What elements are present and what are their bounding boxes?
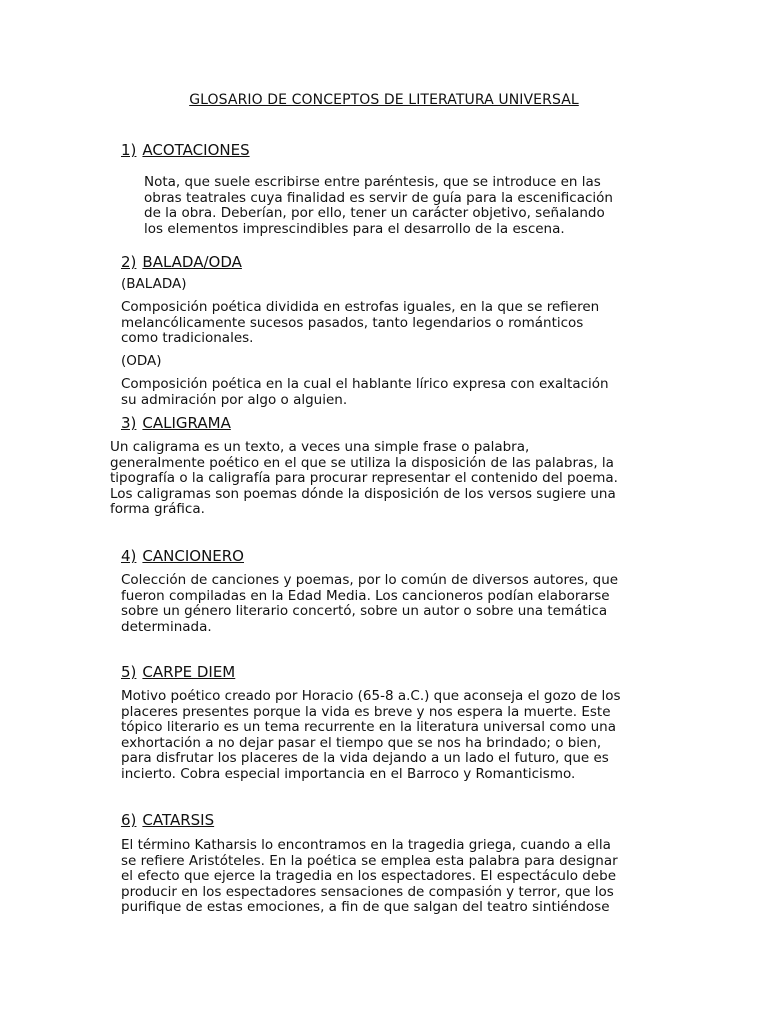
subsection-label-balada: (BALADA) <box>121 276 187 292</box>
section-heading-caligrama <box>121 414 231 432</box>
text-line: obras teatrales cuya finalidad es servir de guía para la escenificación <box>144 189 613 206</box>
text-line: tópico literario es un tema recurrente en la literatura universal como una <box>121 719 617 736</box>
section-paragraph-carpe-diem <box>121 689 621 783</box>
subsection-paragraph-balada <box>121 300 599 347</box>
text-line: Composición poética dividida en estrofas iguales, en la que se refieren <box>121 299 600 315</box>
text-line: placeres presentes porque la vida es breve y nos espera la muerte. Este <box>121 703 611 720</box>
text-line: melancólicamente sucesos pasados, tanto legendarios o románticos <box>121 314 584 331</box>
section-number: 1) <box>121 141 137 159</box>
section-heading-cancionero <box>121 547 244 565</box>
section-heading-catarsis <box>121 811 214 829</box>
text-line: su admiración por algo o alguien. <box>121 391 348 408</box>
section-number: 5) <box>121 663 137 681</box>
text-line: incierto. Cobra especial importancia en el Barroco y Romanticismo. <box>121 765 576 782</box>
section-number: 2) <box>121 253 137 271</box>
text-line: exhortación a no dejar pasar el tiempo que se nos ha brindado; o bien, <box>121 734 602 751</box>
page-title: GLOSARIO DE CONCEPTOS DE LITERATURA UNIVERSAL <box>189 92 579 108</box>
text-line: Motivo poético creado por Horacio (65-8 a.C.) que aconseja el gozo de los <box>121 688 621 704</box>
text-line: sobre un género literario concertó, sobre un autor o sobre una temática <box>121 603 608 620</box>
text-line: Composición poética en la cual el hablante lírico expresa con exaltación <box>121 376 609 392</box>
text-line: fueron compiladas en la Edad Media. Los cancioneros podían elaborarse <box>121 587 610 604</box>
text-line: generalmente poético en el que se utiliza la disposición de las palabras, la <box>110 454 614 471</box>
section-title: CALIGRAMA <box>142 414 231 432</box>
section-title: CARPE DIEM <box>142 663 236 681</box>
text-line: purifique de estas emociones, a fin de que salgan del teatro sintiéndose <box>121 899 610 916</box>
text-line: para disfrutar los placeres de la vida dejando a un lado el futuro, que es <box>121 750 609 767</box>
section-heading-carpe-diem <box>121 663 235 681</box>
section-title: CATARSIS <box>142 811 215 829</box>
text-line: forma gráfica. <box>110 501 205 518</box>
section-paragraph-acotaciones <box>144 175 613 237</box>
section-heading-acotaciones <box>121 141 250 159</box>
section-number: 3) <box>121 414 137 432</box>
section-title: ACOTACIONES <box>142 141 250 159</box>
section-title: BALADA/ODA <box>142 253 242 271</box>
section-paragraph-catarsis <box>121 838 618 916</box>
section-number: 4) <box>121 547 137 565</box>
section-paragraph-cancionero <box>121 573 618 635</box>
section-number: 6) <box>121 811 137 829</box>
text-line: el efecto que ejerce la tragedia en los espectadores. El espectáculo debe <box>121 868 617 885</box>
subsection-paragraph-oda <box>121 377 609 408</box>
text-line: los elementos imprescindibles para el desarrollo de la escena. <box>144 220 565 237</box>
text-line: se refiere Aristóteles. En la poética se emplea esta palabra para designar <box>121 852 618 869</box>
text-line: como tradicionales. <box>121 330 254 347</box>
text-line: Nota, que suele escribirse entre paréntesis, que se introduce en las <box>144 174 601 190</box>
section-title: CANCIONERO <box>142 547 244 565</box>
subsection-label-oda: (ODA) <box>121 353 162 369</box>
text-line: producir en los espectadores sensaciones de compasión y terror, que los <box>121 883 614 900</box>
text-line: Un caligrama es un texto, a veces una simple frase o palabra, <box>110 439 530 455</box>
text-line: de la obra. Deberían, por ello, tener un carácter objetivo, señalando <box>144 205 605 222</box>
text-line: Los caligramas son poemas dónde la disposición de los versos sugiere una <box>110 485 616 502</box>
section-heading-balada-oda <box>121 253 242 271</box>
text-line: tipografía o la caligrafía para procurar representar el contenido del poema. <box>110 470 618 487</box>
section-paragraph-caligrama <box>110 440 618 518</box>
text-line: determinada. <box>121 618 212 635</box>
text-line: El término Katharsis lo encontramos en la tragedia griega, cuando a ella <box>121 837 611 853</box>
text-line: Colección de canciones y poemas, por lo común de diversos autores, que <box>121 572 619 588</box>
